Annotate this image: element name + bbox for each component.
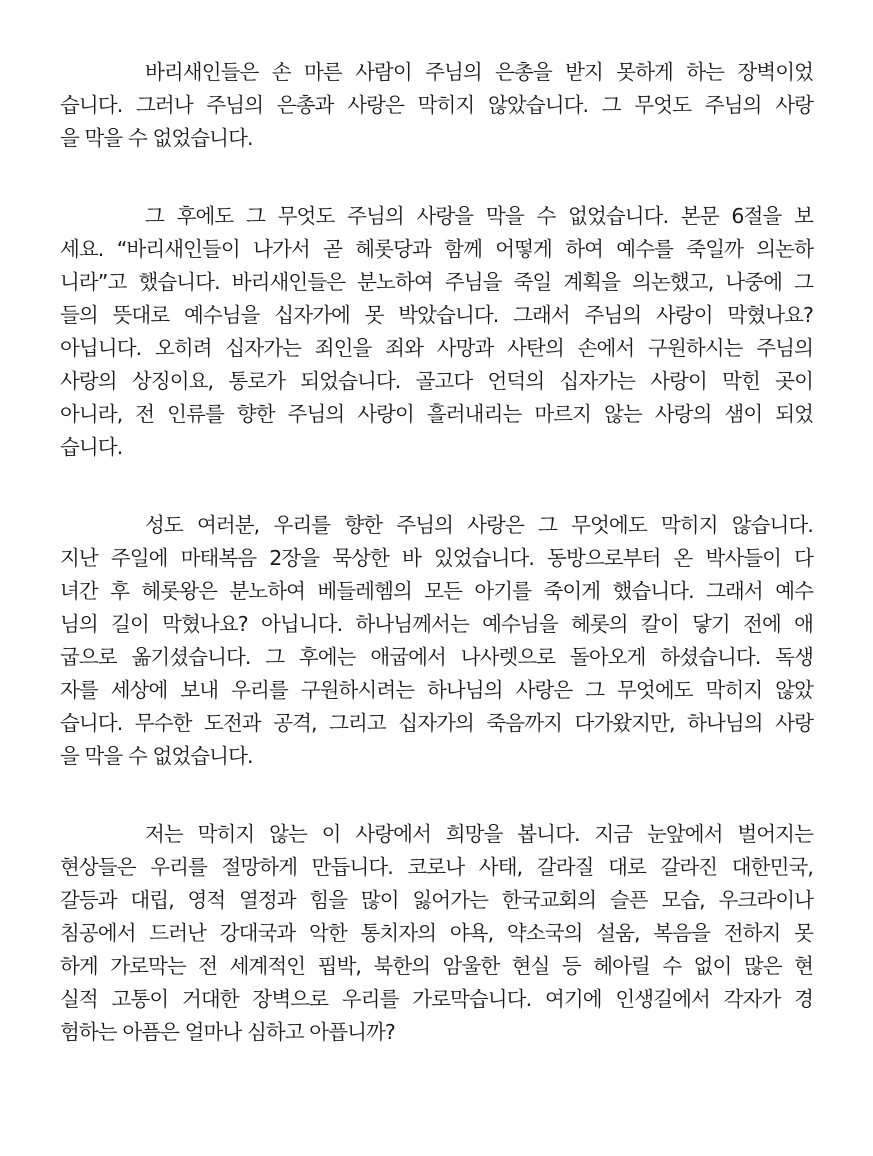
- text-line: 바리새인들은 손 마른 사람이 주님의 은총을 받지 못하게 하는 장벽이었: [145, 60, 813, 84]
- text-line: 저는 막히지 않는 이 사랑에서 희망을 봅니다. 지금 눈앞에서 벌어지는: [145, 822, 813, 846]
- text-line: 사랑의 상징이요, 통로가 되었습니다. 골고다 언덕의 십자가는 사랑이 막힌 곳이: [60, 369, 813, 393]
- text-line: 습니다. 그러나 주님의 은총과 사랑은 막히지 않았습니다. 그 무엇도 주님의 사랑: [60, 93, 813, 117]
- text-line: 습니다.: [60, 435, 123, 459]
- text-line: 갈등과 대립, 영적 열정과 힘을 많이 잃어가는 한국교회의 슬픈 모습, 우크라이나: [60, 888, 813, 912]
- text-line: 녀간 후 헤롯왕은 분노하여 베들레헴의 모든 아기를 죽이게 했습니다. 그래서 예수: [60, 579, 813, 603]
- text-line: 을 막을 수 없었습니다.: [60, 744, 253, 768]
- text-line: 실적 고통이 거대한 장벽으로 우리를 가로막습니다. 여기에 인생길에서 각자가 경: [60, 987, 813, 1011]
- text-line: 들의 뜻대로 예수님을 십자가에 못 박았습니다. 그래서 주님의 사랑이 막혔나요?: [60, 303, 813, 327]
- text-line: 아닙니다. 오히려 십자가는 죄인을 죄와 사망과 사탄의 손에서 구원하시는 주님의: [60, 336, 813, 360]
- text-line: 지난 주일에 마태복음 2장을 묵상한 바 있었습니다. 동방으로부터 온 박사들이 다: [60, 546, 813, 570]
- text-line: 그 후에도 그 무엇도 주님의 사랑을 막을 수 없었습니다. 본문 6절을 보: [145, 204, 813, 228]
- text-line: 습니다. 무수한 도전과 공격, 그리고 십자가의 죽음까지 다가왔지만, 하나님의 사랑: [60, 711, 813, 735]
- text-line: 성도 여러분, 우리를 향한 주님의 사랑은 그 무엇에도 막히지 않습니다.: [145, 513, 813, 537]
- text-line: 침공에서 드러난 강대국과 악한 통치자의 야욕, 약소국의 설움, 복음을 전하지 못: [60, 921, 813, 945]
- text-line: 니라”고 했습니다. 바리새인들은 분노하여 주님을 죽일 계획을 의논했고, 나중에 그: [60, 270, 813, 294]
- text-line: 하게 가로막는 전 세계적인 핍박, 북한의 암울한 현실 등 헤아릴 수 없이 많은 현: [60, 954, 813, 978]
- text-line: 굽으로 옮기셨습니다. 그 후에는 애굽에서 나사렛으로 돌아오게 하셨습니다. 독생: [60, 645, 813, 669]
- text-line: 세요. “바리새인들이 나가서 곧 헤롯당과 함께 어떻게 하여 예수를 죽일까 의논하: [60, 237, 813, 261]
- text-line: 을 막을 수 없었습니다.: [60, 126, 253, 150]
- text-line: 험하는 아픔은 얼마나 심하고 아픕니까?: [60, 1020, 395, 1044]
- text-line: 아니라, 전 인류를 향한 주님의 사랑이 흘러내리는 마르지 않는 사랑의 샘이 되었: [60, 402, 813, 426]
- text-line: 님의 길이 막혔나요? 아닙니다. 하나님께서는 예수님을 헤롯의 칼이 닿기 전에 애: [60, 612, 813, 636]
- text-line: 자를 세상에 보내 우리를 구원하시려는 하나님의 사랑은 그 무엇에도 막히지 않았: [60, 678, 813, 702]
- text-line: 현상들은 우리를 절망하게 만듭니다. 코로나 사태, 갈라질 대로 갈라진 대한민국,: [60, 855, 813, 879]
